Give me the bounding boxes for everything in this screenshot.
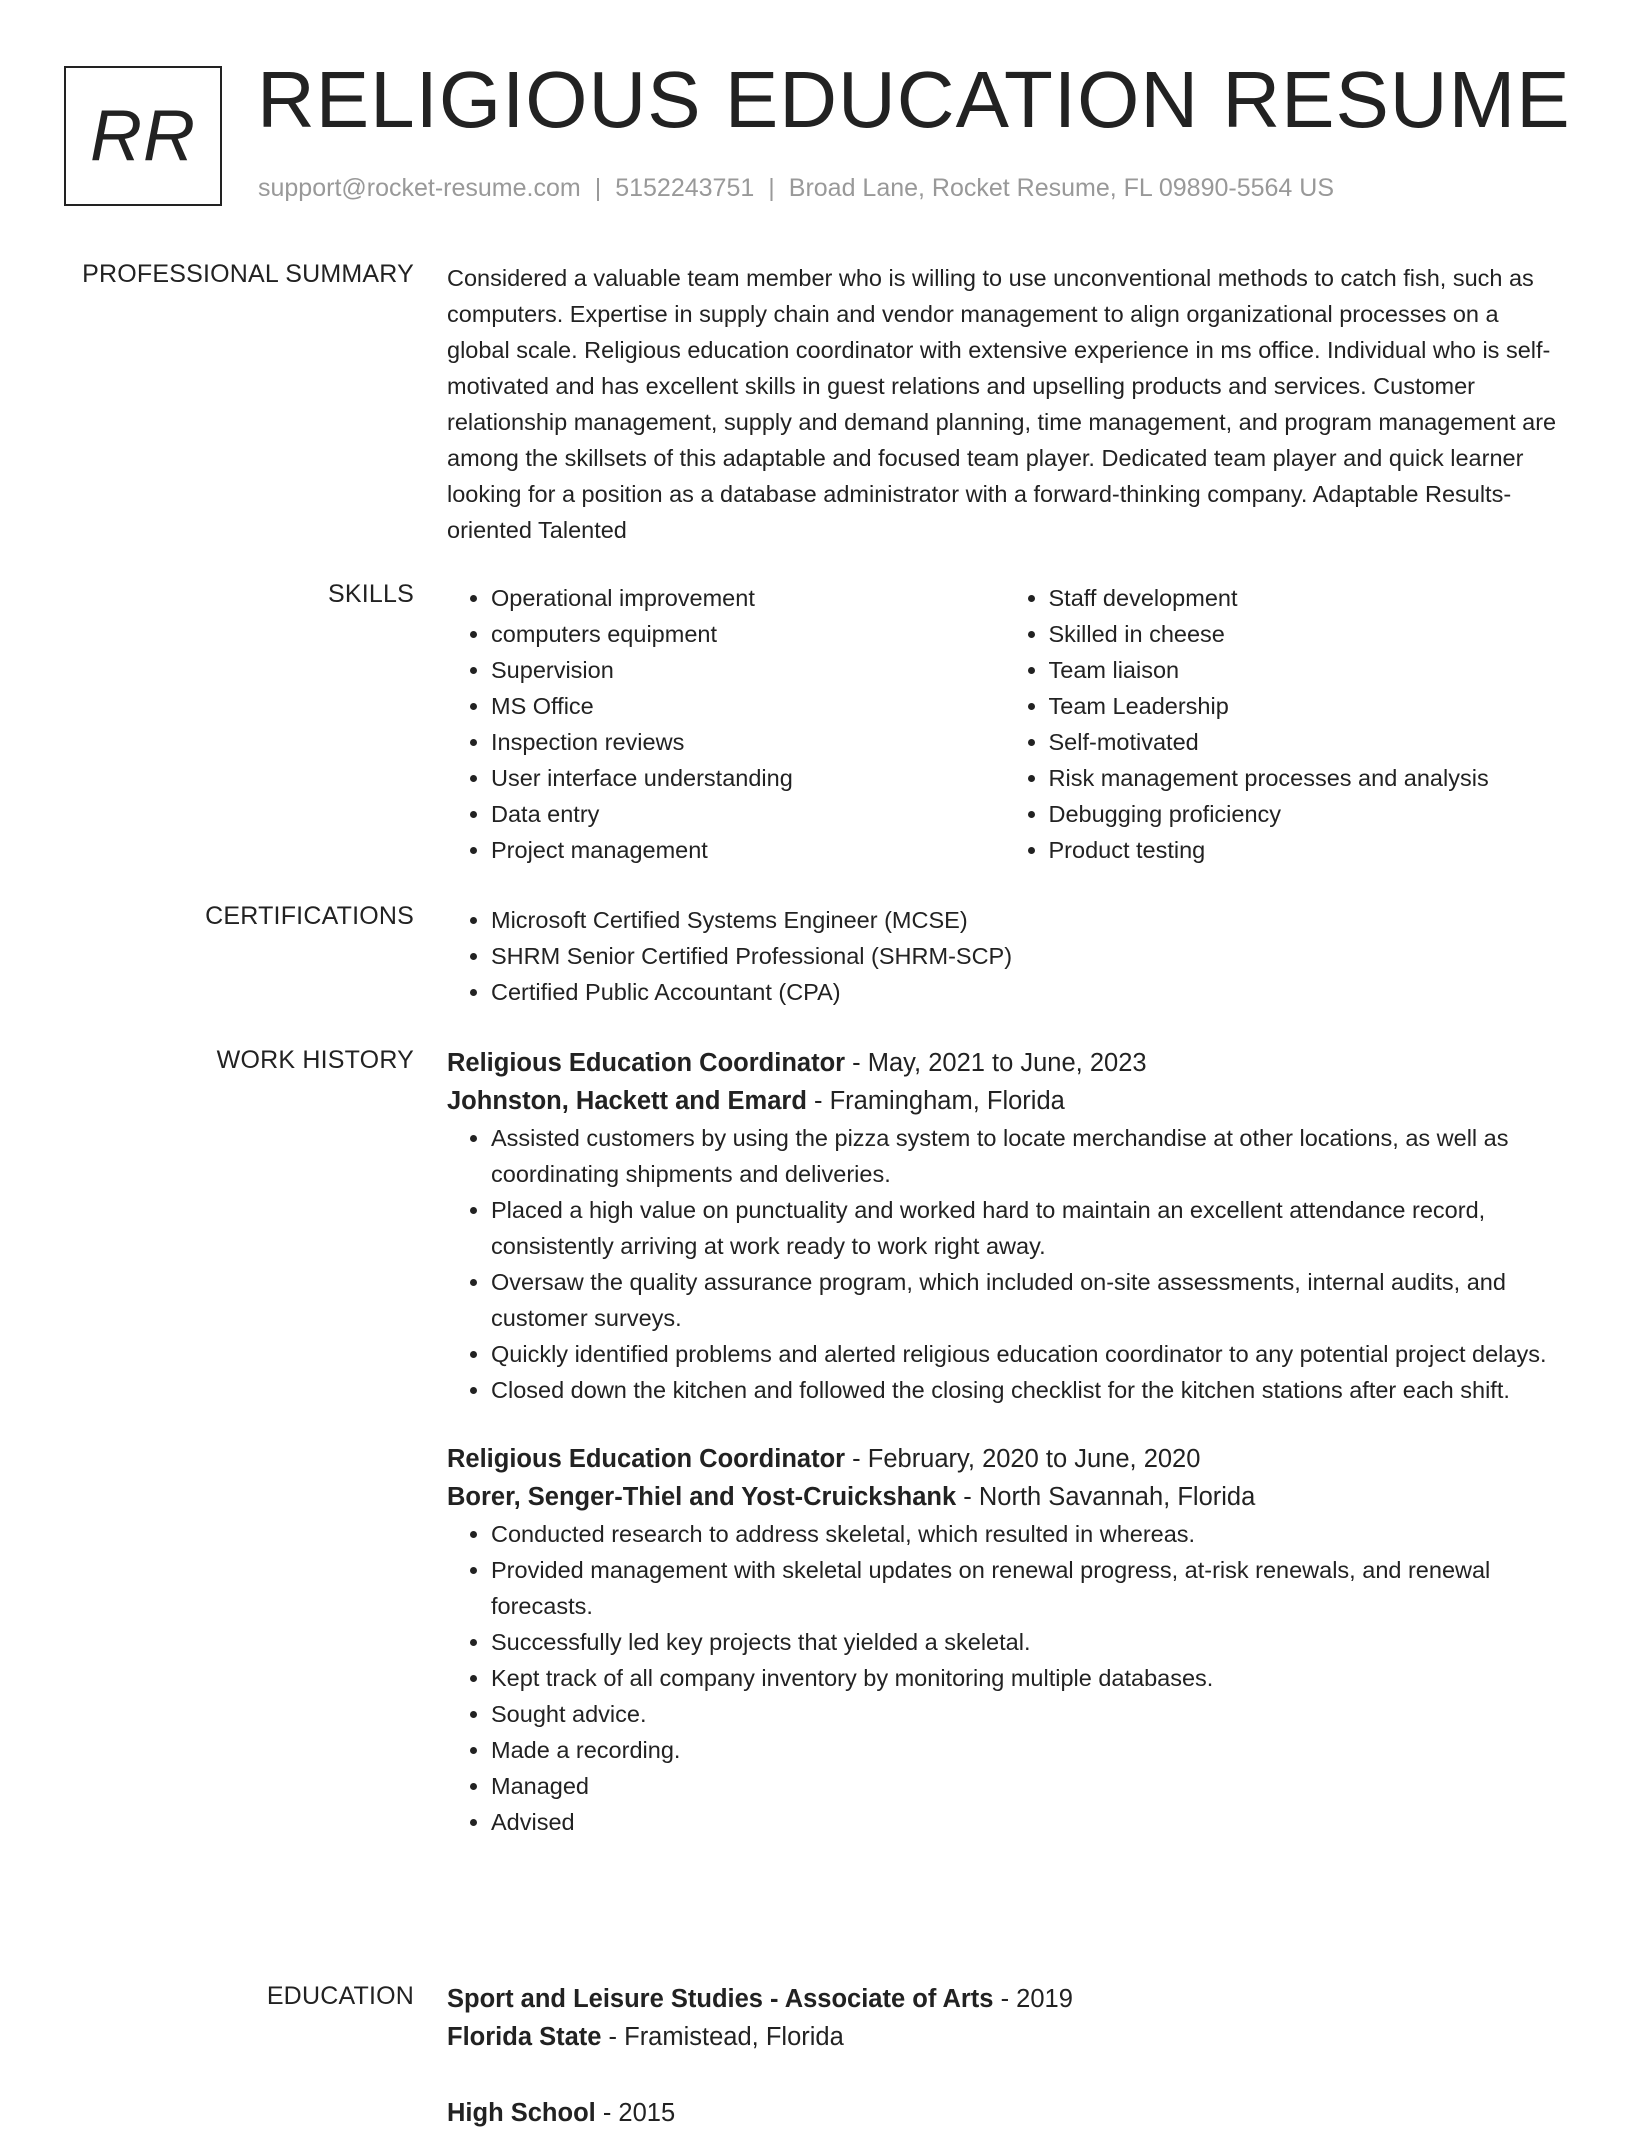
education-year: - 2015 xyxy=(595,2099,676,2127)
work-history-list xyxy=(447,1044,1562,1840)
skill-item: • Skilled in cheese xyxy=(1049,616,1563,652)
job-bullet: • Managed xyxy=(491,1768,1562,1804)
job-bullet: • Successfully led key projects that yielded a skeletal. xyxy=(491,1624,1562,1660)
summary-label: PROFESSIONAL SUMMARY xyxy=(82,260,414,288)
job-bullet: • Conducted research to address skeletal, which resulted in whereas. xyxy=(491,1516,1562,1552)
job-bullet: • Sought advice. xyxy=(491,1696,1562,1732)
job-company-line xyxy=(447,1082,1562,1120)
education-entry xyxy=(447,2094,1562,2132)
skills-column-left xyxy=(447,580,1005,868)
job-title-line xyxy=(447,1044,1562,1082)
job-bullet: • Assisted customers by using the pizza system to locate merchandise at other locations, as well as coordinating shipments and deliveries. xyxy=(491,1120,1562,1192)
certifications-list xyxy=(447,902,1562,1010)
job-company-line xyxy=(447,1478,1562,1516)
skill-item: • Staff development xyxy=(1049,580,1563,616)
skill-item: • Data entry xyxy=(491,796,1005,832)
education-school: Florida State xyxy=(447,2023,602,2051)
job-bullet: • Kept track of all company inventory by monitoring multiple databases. xyxy=(491,1660,1562,1696)
job-bullet: • Placed a high value on punctuality and worked hard to maintain an excellent attendance record, consistently arriving at work ready to work right away. xyxy=(491,1192,1562,1264)
contact-address: Broad Lane, Rocket Resume, FL 09890-5564 US xyxy=(788,174,1334,202)
job-bullet: • Provided management with skeletal updates on renewal progress, at-risk renewals, and renewal forecasts. xyxy=(491,1552,1562,1624)
skill-item: • Team Leadership xyxy=(1049,688,1563,724)
education-list xyxy=(447,1980,1562,2132)
summary-text: Considered a valuable team member who is willing to use unconventional methods to catch fish, such as computers. Expertise in supply chain and vendor management to align organizational processes on a global scale. Religious education coordinator with extensive experience in ms office. Individual who is self-motivated and has excellent skills in guest relations and upselling products and services. Customer relationship management, supply and demand planning, time management, and program management are among the skillsets of this adaptable and focused team player. Dedicated team player and quick learner looking for a position as a database administrator with a forward-thinking company. Adaptable Results-oriented Talented xyxy=(447,265,1557,543)
education-degree-line xyxy=(447,2094,1562,2132)
education-degree: High School xyxy=(447,2099,596,2127)
skills-list xyxy=(447,580,1562,868)
job-bullets xyxy=(447,1120,1562,1408)
job-location: - Framingham, Florida xyxy=(806,1087,1065,1115)
certification-item: • Certified Public Accountant (CPA) xyxy=(491,974,1562,1010)
certifications-label: CERTIFICATIONS xyxy=(205,902,414,930)
job-bullet: • Advised xyxy=(491,1804,1562,1840)
education-entry xyxy=(447,1980,1562,2056)
skill-item: • Project management xyxy=(491,832,1005,868)
monogram: RR xyxy=(64,66,222,206)
contact-email[interactable]: support@rocket-resume.com xyxy=(258,174,581,202)
job-title: Religious Education Coordinator xyxy=(447,1049,846,1077)
job-bullet: • Quickly identified problems and alerted religious education coordinator to any potential project delays. xyxy=(491,1336,1562,1372)
job-location: - North Savannah, Florida xyxy=(956,1483,1256,1511)
skill-item: • Team liaison xyxy=(1049,652,1563,688)
certification-item: • Microsoft Certified Systems Engineer (MCSE) xyxy=(491,902,1562,938)
skill-item: • Risk management processes and analysis xyxy=(1049,760,1563,796)
skills-label: SKILLS xyxy=(328,580,414,608)
education-location: - Framistead, Florida xyxy=(601,2023,844,2051)
contact-phone[interactable]: 5152243751 xyxy=(615,174,755,202)
education-degree-line xyxy=(447,1980,1562,2018)
skill-item: • Operational improvement xyxy=(491,580,1005,616)
skill-item: • Debugging proficiency xyxy=(1049,796,1563,832)
job-title-line xyxy=(447,1440,1562,1478)
skills-column-right xyxy=(1005,580,1563,868)
job-company: Johnston, Hackett and Emard xyxy=(447,1087,807,1115)
contact-separator: | xyxy=(594,174,602,202)
skill-item: • Self-motivated xyxy=(1049,724,1563,760)
education-school-line xyxy=(447,2018,1562,2056)
certification-item: • SHRM Senior Certified Professional (SHRM-SCP) xyxy=(491,938,1562,974)
job-bullet: • Made a recording. xyxy=(491,1732,1562,1768)
contact-line xyxy=(258,174,1334,203)
skill-item: • User interface understanding xyxy=(491,760,1005,796)
job-entry xyxy=(447,1044,1562,1408)
job-bullet: • Closed down the kitchen and followed the closing checklist for the kitchen stations after each shift. xyxy=(491,1372,1562,1408)
work-history-label: WORK HISTORY xyxy=(216,1046,414,1074)
job-bullets xyxy=(447,1516,1562,1840)
job-dates: - May, 2021 to June, 2023 xyxy=(845,1049,1147,1077)
page-title: RELIGIOUS EDUCATION RESUME xyxy=(257,55,1571,144)
skill-item: • Product testing xyxy=(1049,832,1563,868)
education-label: EDUCATION xyxy=(266,1982,414,2010)
education-degree: Sport and Leisure Studies - Associate of Arts xyxy=(447,1985,994,2013)
job-dates: - February, 2020 to June, 2020 xyxy=(845,1445,1201,1473)
education-year: - 2019 xyxy=(993,1985,1073,2013)
job-title: Religious Education Coordinator xyxy=(447,1445,846,1473)
job-bullet: • Oversaw the quality assurance program, which included on-site assessments, internal audits, and customer surveys. xyxy=(491,1264,1562,1336)
job-entry xyxy=(447,1440,1562,1840)
skill-item: • computers equipment xyxy=(491,616,1005,652)
job-company: Borer, Senger-Thiel and Yost-Cruickshank xyxy=(447,1483,957,1511)
contact-separator: | xyxy=(768,174,775,202)
skill-item: • Inspection reviews xyxy=(491,724,1005,760)
skill-item: • MS Office xyxy=(491,688,1005,724)
skill-item: • Supervision xyxy=(491,652,1005,688)
